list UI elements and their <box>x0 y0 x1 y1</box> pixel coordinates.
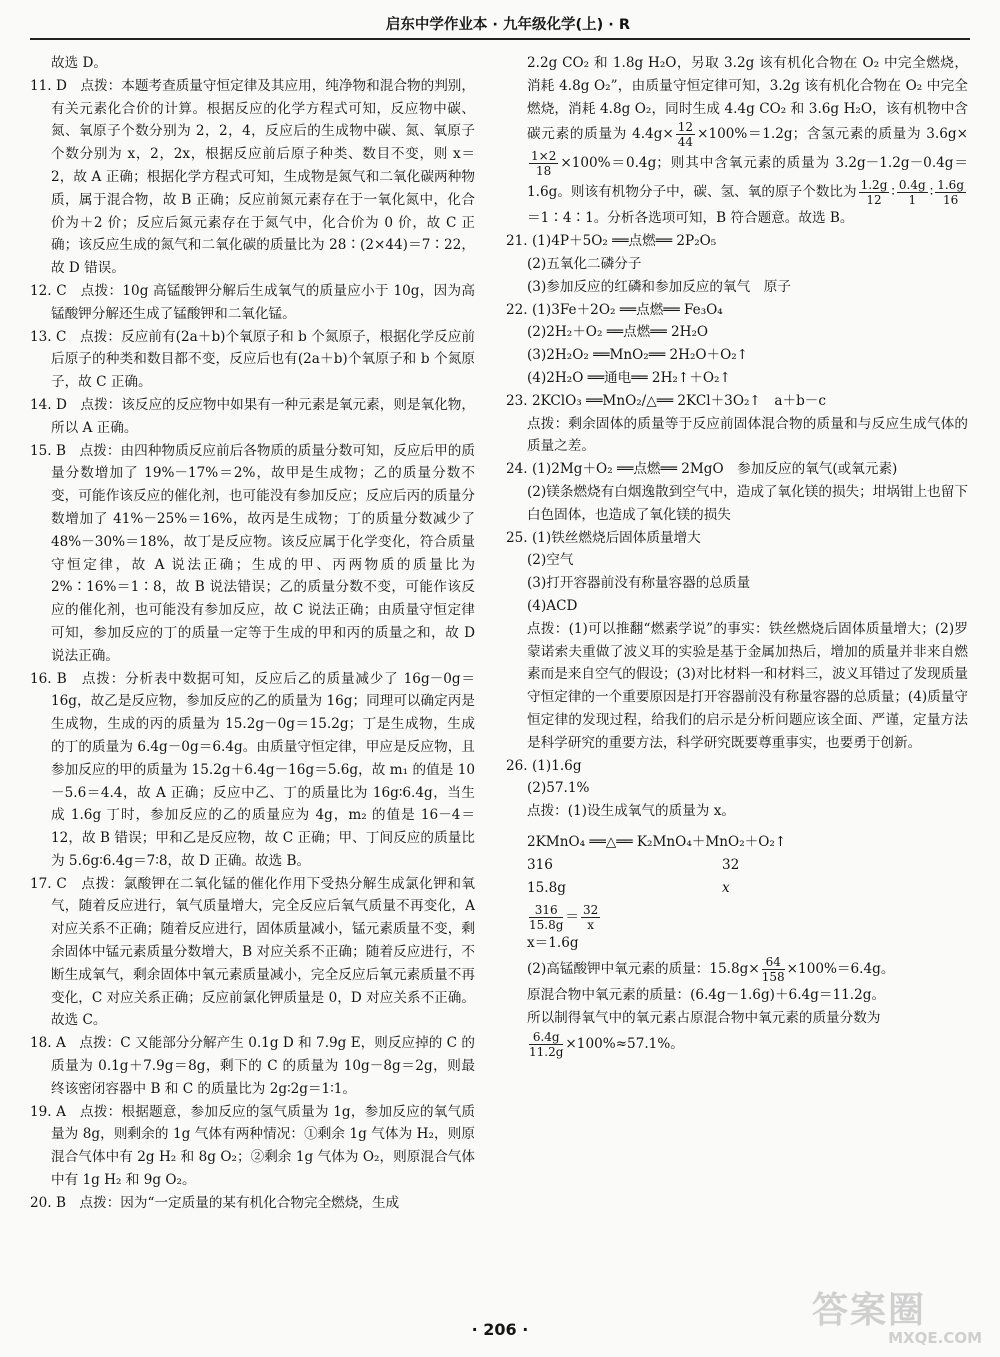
denominator: 15.8g <box>529 918 564 933</box>
answer-21-line: 21. (1)4P＋5O₂ ══点燃══ 2P₂O₅ <box>506 233 717 250</box>
fraction <box>529 903 563 932</box>
answer-12: 12. C 点拨：10g 高锰酸钾分解后生成氧气的质量应小于 10g，因为高锰酸钾分解还生成了锰酸钾和二氧化锰。 <box>30 282 475 322</box>
text-run: (2)高锰酸钾中氧元素的质量：15.8g× <box>527 961 760 978</box>
result: x＝1.6g <box>527 935 579 952</box>
chemical-equation: 2KMnO₄ ══△══ K₂MnO₄＋MnO₂＋O₂↑ <box>527 833 787 850</box>
answer-14: 14. D 点拨：该反应的反应物中如果有一种元素是氧元素，则是氧化物，所以 A 正确。 <box>30 396 475 436</box>
denominator: 1 <box>908 193 917 208</box>
fraction <box>897 178 928 207</box>
right-column <box>506 52 968 1059</box>
answer-15: 15. B 点拨：由四种物质反应前后各物质的质量分数可知，反应后甲的质量分数增加了 19%－17%＝2%，故甲是生成物；乙的质量分数不变，可能作该反应的催化剂，也可能没有参加反应；反应后丙的质量分数增加了 41%－25%＝16%，故丙是生成物；丁的质量分数减少了 48%－30%＝18%，故丁是反应物。该反应属于化学变化，符合质量守恒定律，故 A 说法正确；生成的甲、丙两物质的质量比为 2%∶16%＝1∶8，故 B 说法错误；乙的质量分数不变，可能作该反应的催化剂，也可能没有参加反应，故 C 说法正确；由质量守恒定律可知，参加反应的丁的质量一定等于生成的甲和丙的质量之和，故 D 说法正确。 <box>30 442 475 664</box>
text-run: ×100%＝1.2g；含氢元素的质量为 3.6g× <box>697 126 968 143</box>
ratio-value: 32 <box>722 856 740 873</box>
fraction <box>935 178 966 207</box>
answer-23-line: 23. 2KClO₃ ══MnO₂/△══ 2KCl＋3O₂↑ a＋b－c <box>506 392 827 409</box>
answer-17: 17. C 点拨：氯酸钾在二氧化锰的催化作用下受热分解生成氯化钾和氧气，随着反应进行，氧气质量增大，完全反应后氧气质量不再变化，A 对应关系不正确；随着反应进行，固体质量减小，锰元素质量不变，剩余固体中锰元素质量分数增大，B 对应关系不正确；随着反应进行，不断生成氧气，剩余固体中氧元素质量减小，完全反应后氧元素质量不再变化，C 对应关系正确；反应前氯化钾质量是 0，D 对应关系不正确。故选 C。 <box>30 875 475 1029</box>
answer-22-line: 22. (1)3Fe＋2O₂ ══点燃══ Fe₃O₄ <box>506 301 723 318</box>
answer-25-line: (2)空气 <box>527 552 574 569</box>
text-run: ×100%＝0.4g；则其中含氧元素的质量为 3.2g－1.2g－0.4g＝1.6g。则该有机物分子中，碳、氢、氧的原子个数比为 <box>527 155 968 201</box>
numerator: 12 <box>677 120 694 135</box>
answer-26-line: (2)57.1% <box>527 780 590 797</box>
numerator: 1×2 <box>531 149 557 164</box>
denominator: 16 <box>942 193 959 208</box>
answer-16: 16. B 点拨：分析表中数据可知，反应后乙的质量减少了 16g－0g＝16g，故乙是反应物，参加反应的乙的质量为 16g；同理可以确定丙是生成物，生成的丙的质量为 15.2g－0g＝15.2g；丁是生成物，生成的丁的质量为 6.4g－0g＝6.4g。由质量守恒定律，甲应是反应物，且参加反应的甲的质量为 15.2g＋6.4g－16g＝5.6g，故 m₁ 的值是 10－5.6＝4.4，故 A 正确；反应中乙、丁的质量比为 16g∶6.4g，当生成 1.6g 丁时，参加反应的乙的质量应为 4g，m₂ 的值是 16－4＝12，故 B 错误；甲和乙是反应物，故 C 正确；甲、丁间反应的质量比为 5.6g∶6.4g＝7∶8，故 D 正确。故选 B。 <box>30 670 475 869</box>
page-number: · 206 · <box>471 1320 529 1339</box>
answer-26-final <box>506 1030 968 1059</box>
denominator: 158 <box>761 970 785 985</box>
ratio-row <box>506 877 968 900</box>
fraction <box>581 903 600 932</box>
answer-21-line: (2)五氧化二磷分子 <box>527 255 642 272</box>
answer-25-line: 25. (1)铁丝燃烧后固体质量增大 <box>506 529 701 546</box>
header-title: 启东中学作业本 · 九年级化学(上) · R <box>385 17 630 33</box>
watermark-logo <box>812 1282 982 1354</box>
ratio-value: 15.8g <box>527 879 566 896</box>
answer-23-hint: 点拨：剩余固体的质量等于反应前固体混合物的质量和与反应生成气体的质量之差。 <box>527 415 968 455</box>
numerator: 0.4g <box>898 178 926 193</box>
numerator: 32 <box>583 903 599 918</box>
denominator: 18 <box>536 164 552 179</box>
numerator: 1.2g <box>860 178 888 193</box>
numerator: 6.4g <box>529 1030 563 1045</box>
answer-22-line: (4)2H₂O ══通电══ 2H₂↑＋O₂↑ <box>527 369 731 386</box>
watermark-url: MXQE.COM <box>888 1329 982 1347</box>
watermark-text: 答案圈 <box>812 1290 927 1331</box>
text-run: 2.2g CO₂ 和 1.8g H₂O，另取 3.2g 该有机化合物在 O₂ 中完全燃烧，消耗 4.8g O₂”，由质量守恒定律可知，3.2g 该有机化合物在 O₂ 中完全燃烧，消耗 4.8g O₂，同时生成 4.4g CO₂ 和 3.6g H₂O，该有机物中含碳元素的质量为 4.4g× <box>527 55 968 143</box>
answer-18: 18. A 点拨：C 又能部分分解产生 0.1g D 和 7.9g E，则反应掉的 C 的质量为 0.1g＋7.9g＝8g，剩下的 C 的质量为 10g－8g＝2g，则最终该密闭容器中 B 和 C 的质量比为 2g∶2g＝1∶1。 <box>30 1035 475 1097</box>
numerator: 64 <box>762 955 785 970</box>
answer-25-line: (4)ACD <box>527 597 578 614</box>
answer-13: 13. C 点拨：反应前有(2a＋b)个氧原子和 b 个氮原子，根据化学反应前后原子的种类和数目都不变，反应后也有(2a＋b)个氧原子和 b 个氮原子，故 C 正确。 <box>30 328 475 391</box>
text-run: ×100%≈57.1%。 <box>565 1035 684 1052</box>
fraction <box>859 178 890 207</box>
text-run: ＝1∶4∶1。分析各选项可知，B 符合题意。故选 B。 <box>527 210 854 227</box>
answer-25-line: (3)打开容器前没有称量容器的总质量 <box>527 575 751 592</box>
answer-25-hint: 点拨：(1)可以推翻“燃素学说”的事实：铁丝燃烧后固体质量增大；(2)罗蒙诺索夫重做了波义耳的实验是基于金属加热后，增加的质量并非来自燃素而是来自空气的假设；(3)对比材料一和材料三，波义耳错过了发现质量守恒定律的一个重要原因是打开容器前没有称量容器的总质量；(4)质量守恒定律的发现过程，给我们的启示是分析问题应该全面、严谨，定量方法是科学研究的重要方法，科学研究既要尊重事实，也要勇于创新。 <box>527 620 968 751</box>
answer-20-start: 20. B 点拨：因为“一定质量的某有机化合物完全燃烧，生成 <box>30 1194 400 1211</box>
denominator: 44 <box>677 135 694 150</box>
equals-sign: ＝ <box>565 909 579 926</box>
fraction <box>676 120 695 149</box>
answer-19: 19. A 点拨：根据题意，参加反应的氢气质量为 1g，参加反应的氧气质量为 8g，则剩余的 1g 气体有两种情况：①剩余 1g 气体为 H₂，则原混合气体中有 2g H₂ 和 8g O₂；②剩余 1g 气体为 O₂，则原混合气体中有 1g H₂ 和 9g O₂。 <box>30 1103 475 1189</box>
ratio-value: 316 <box>527 856 553 873</box>
ratio-value: x <box>722 879 730 896</box>
answer-21-line: (3)参加反应的红磷和参加反应的氧气 原子 <box>527 278 791 295</box>
answer-24-line: (2)镁条燃烧有白烟逸散到空气中，造成了氧化镁的损失；坩埚钳上也留下白色固体，也造成了氧化镁的损失 <box>527 483 968 523</box>
fraction <box>762 955 785 984</box>
paragraph: 故选 D。 <box>51 55 108 71</box>
left-column <box>30 52 475 1215</box>
text-run: ×100%＝6.4g。 <box>786 961 895 978</box>
answer-22-line: (2)2H₂＋O₂ ══点燃══ 2H₂O <box>527 324 709 341</box>
answer-11: 11. D 点拨：本题考查质量守恒定律及其应用，纯净物和混合物的判别，有关元素化合价的计算。根据反应的化学方程式可知，反应物中碳、氮、氧原子个数分别为 2，2，4，反应后的生成物中碳、氮、氧原子个数分别为 x，2，2x，根据反应前后原子种类、数目不变，则 x＝2，故 A 正确；根据化学方程式可知，生成物是氮气和二氧化碳两种物质，属于混合物，故 B 正确；反应前氮元素存在于一氧化氮中，化合价为＋2 价；反应后氮元素存在于氮气中，化合价为 0 价，故 C 正确；该反应生成的氮气和二氧化碳的质量比为 28∶(2×44)＝7∶22，故 D 错误。 <box>30 77 475 277</box>
denominator: x <box>587 918 595 933</box>
answer-20-continued: 2.2g CO₂ 和 1.8g H₂O，另取 3.2g 该有机化合物在 O₂ 中完全燃烧，消耗 4.8g O₂”，由质量守恒定律可知，3.2g 该有机化合物在 O₂ 中完全燃烧，消耗 4.8g O₂，同时生成 4.4g CO₂ 和 3.6g H₂O，该有机物中含碳元素的质量为 4.4g× $\frac{12}{44}$ ×100%＝1.2g；含氢元素的质量为 3.6g× $\frac{1\times 2}{18}$ ×100%＝0.4g；则其中含氧元素的质量为 3.2g－1.2g－0.4g＝1.6g。则该有机物分子中，碳、氢、氧的原子个数比为 $\frac{1.2g}{12}$ ∶ $\frac{0.4g}{1}$ ∶ $\frac{1.6g}{16}$ ＝1∶4∶1。分析各选项可知，B 符合题意。故选 B。 <box>527 55 968 227</box>
proportion <box>506 903 968 932</box>
numerator: 1.6g <box>937 178 964 193</box>
answer-22-line: (3)2H₂O₂ ══MnO₂══ 2H₂O＋O₂↑ <box>527 347 749 364</box>
answer-26-line: 原混合物中氧元素的质量：(6.4g－1.6g)＋6.4g＝11.2g。 <box>527 987 886 1004</box>
answer-24-line: 24. (1)2Mg＋O₂ ══点燃══ 2MgO 参加反应的氧气(或氧元素) <box>506 461 898 478</box>
numerator: 316 <box>529 903 563 918</box>
fraction <box>529 1030 563 1059</box>
fraction <box>529 149 558 178</box>
answer-26-line: 26. (1)1.6g <box>506 757 582 774</box>
answer-26-hint: 点拨：(1)设生成氧气的质量为 x。 <box>527 803 735 820</box>
denominator: 12 <box>866 193 882 208</box>
running-header <box>30 10 970 40</box>
ratio-row <box>506 854 968 877</box>
answer-26-part2 <box>506 955 968 984</box>
answer-26-line: 所以制得氧气中的氧元素占原混合物中氧元素的质量分数为 <box>527 1009 881 1026</box>
denominator: 11.2g <box>529 1044 564 1059</box>
